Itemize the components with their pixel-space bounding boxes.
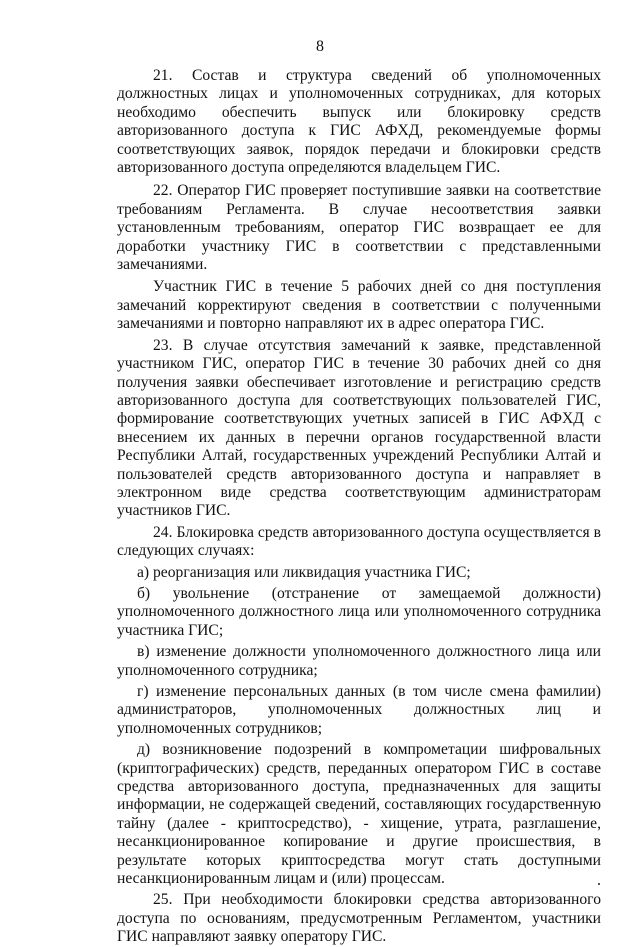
- list-item-d: д) возникновение подозрений в компрометации шифровальных (криптографических) средств, переданных оператором ГИС в составе средства авторизованного доступа, предназначенных для защиты информации, не содержащей сведений, составляющих государственную тайну (далее - криптосредство), - хищение, утрата, разглашение, несанкционированное копирование и другие происшествия, в результате которых криптосредства могут стать доступными несанкционированным лицам и (или) процессам.: [117, 741, 601, 888]
- paragraph-21: 21. Состав и структура сведений об уполномоченных должностных лицах и уполномоченных сотрудниках, для которых необходимо обеспечить выпуск или блокировку средств авторизованного доступа к ГИС АФХД, рекомендуемые формы соответствующих заявок, порядок передачи и блокировки средств авторизованного доступа определяются владельцем ГИС.: [117, 67, 601, 177]
- paragraph-22-remarks: Участник ГИС в течение 5 рабочих дней со дня поступления замечаний корректируют сведения в соответствии с полученными замечаниями и повторно направляют их в адрес оператора ГИС.: [117, 278, 601, 333]
- document-body: [117, 67, 601, 947]
- list-item-b: б) увольнение (отстранение от замещаемой должности) уполномоченного должностного лица или уполномоченного сотрудника участника ГИС;: [117, 584, 601, 639]
- list-item-g: г) изменение персональных данных (в том числе смена фамилии) администраторов, уполномоченных должностных лиц и уполномоченных сотрудников;: [117, 683, 601, 737]
- scan-speck: [598, 883, 600, 885]
- list-item-v: в) изменение должности уполномоченного должностного лица или уполномоченного сотрудника;: [117, 643, 601, 679]
- paragraph-25: 25. При необходимости блокировки средства авторизованного доступа по основаниям, предусмотренным Регламентом, участники ГИС направляют заявку оператору ГИС.: [117, 891, 601, 946]
- paragraph-24: 24. Блокировка средств авторизованного доступа осуществляется в следующих случаях:: [117, 523, 601, 560]
- list-item-a: а) реорганизация или ликвидация участника ГИС;: [137, 563, 471, 581]
- paragraph-23: 23. В случае отсутствия замечаний к заявке, представленной участником ГИС, оператор ГИС в течение 30 рабочих дней со дня получения заявки обеспечивает изготовление и регистрацию средств авторизованного доступа для соответствующих пользователей ГИС, формирование соответствующих учетных записей в ГИС АФХД с внесением их данных в перечни органов государственной власти Республики Алтай, государственных учреждений Республики Алтай и пользователей средств авторизованного доступа и направляет в электронном виде средства соответствующим администраторам участников ГИС.: [117, 336, 601, 520]
- paragraph-22: 22. Оператор ГИС проверяет поступившие заявки на соответствие требованиям Регламента. В случае несоответствия заявки установленным требованиям, оператор ГИС возвращает ее для доработки участнику ГИС в соответствии с представленными замечаниями.: [117, 182, 601, 274]
- page-number: 8: [316, 38, 324, 55]
